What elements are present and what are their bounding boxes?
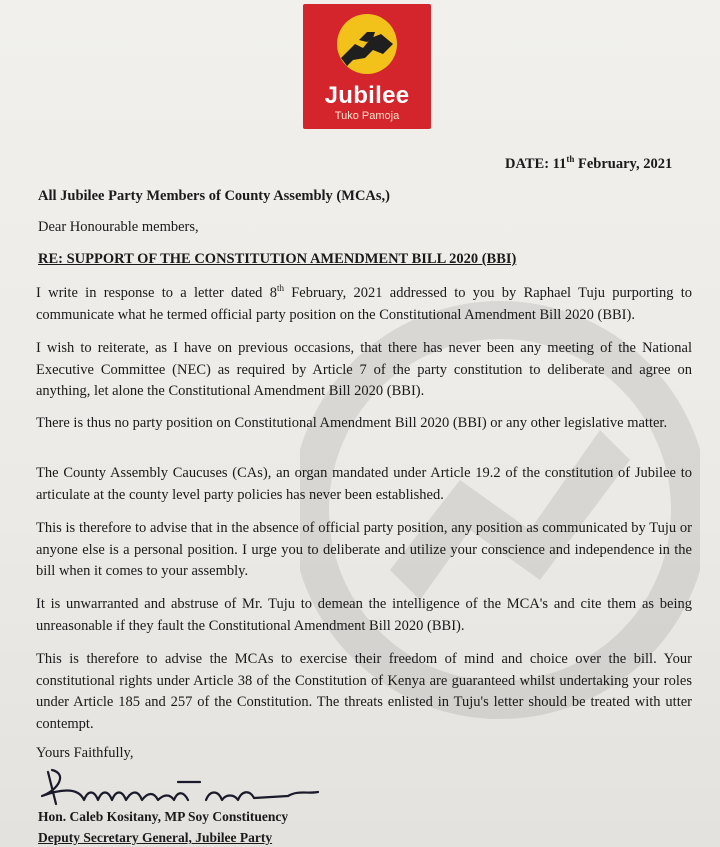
closing-line: Yours Faithfully, xyxy=(36,745,134,761)
jubilee-logo xyxy=(303,4,431,129)
logo-tagline: Tuko Pamoja xyxy=(334,110,400,122)
paragraph-3: There is thus no party position on Constitutional Amendment Bill 2020 (BBI) or any other legislative matter. xyxy=(36,415,668,431)
paragraph-1: I write in response to a letter dated 8th February, 2021 addressed to you by Raphael Tuju purporting to communicate what he termed official party position on the Constitutional Amendment Bill 2020 (BBI). xyxy=(36,283,693,323)
logo-wordmark: Jubilee xyxy=(324,82,410,109)
signer-title: Deputy Secretary General, Jubilee Party xyxy=(38,830,273,845)
paragraph-5: This is therefore to advise that in the absence of official party position, any position as communicated by Tuju or anyone else is a personal position. I urge you to deliberate and utilize your conscience and independence in the bill when it comes to your assembly. xyxy=(36,520,692,579)
paragraph-2: I wish to reiterate, as I have on previous occasions, that there has never been any meeting of the National Executive Committee (NEC) as required by Article 7 of the party constitution to deliberate and agree on anything, let alone the Constitutional Amendment Bill 2020 (BBI). xyxy=(36,340,692,399)
handshake-icon xyxy=(337,14,397,74)
paragraph-7: This is therefore to advise the MCAs to exercise their freedom of mind and choice over the bill. Your constitutional rights under Article 38 of the Constitution of Kenya are guaranteed whilst undertaking your roles under Article 185 and 257 of the Constitution. The threats enlisted in Tuju's letter should be treated with utter contempt. xyxy=(36,651,692,732)
letter-date: DATE: 11th February, 2021 xyxy=(505,154,673,172)
recipient-line: All Jubilee Party Members of County Assembly (MCAs,) xyxy=(38,188,390,204)
paragraph-4: The County Assembly Caucuses (CAs), an organ mandated under Article 19.2 of the constitution of Jubilee to articulate at the county level party policies has never been established. xyxy=(36,465,692,503)
paragraph-6: It is unwarranted and abstruse of Mr. Tuju to demean the intelligence of the MCA's and cite them as being unreasonable if they fault the Constitutional Amendment Bill 2020 (BBI). xyxy=(36,596,692,634)
signer-name: Hon. Caleb Kositany, MP Soy Constituency xyxy=(38,809,289,824)
subject-line: RE: SUPPORT OF THE CONSTITUTION AMENDMENT BILL 2020 (BBI) xyxy=(38,251,517,267)
salutation: Dear Honourable members, xyxy=(38,219,199,235)
